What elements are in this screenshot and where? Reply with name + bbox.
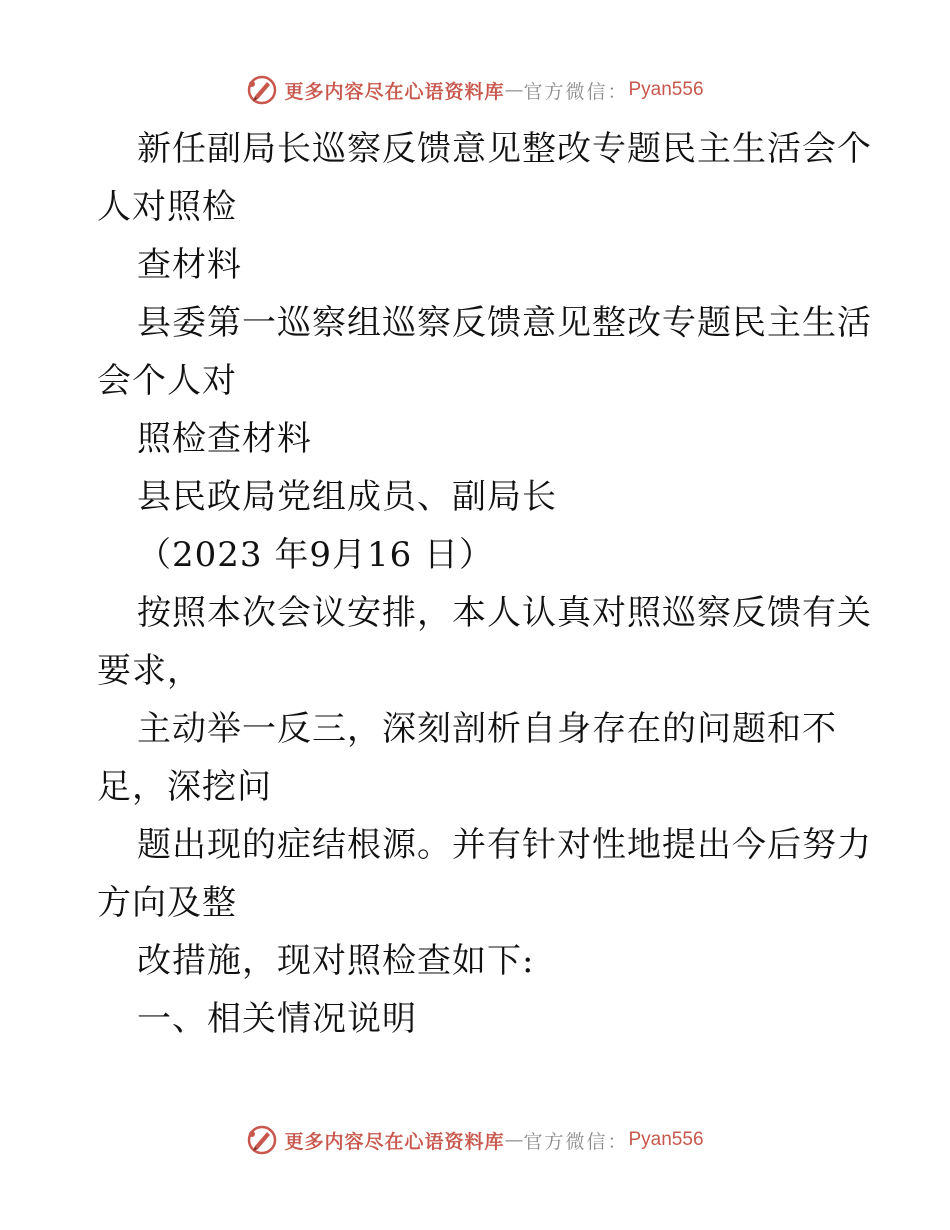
pen-logo-icon xyxy=(246,74,278,106)
text-line: 题出现的症结根源。并有针对性地提出今后努力 xyxy=(137,825,872,865)
text-line: 县民政局党组成员、副局长 xyxy=(137,477,557,517)
watermark-banner-top xyxy=(0,72,950,108)
text-line: 新任副局长巡察反馈意见整改专题民主生活会个 xyxy=(137,129,872,169)
watermark-separator: — xyxy=(504,79,524,101)
text-line: 会个人对 xyxy=(97,361,237,401)
text-line: 县委第一巡察组巡察反馈意见整改专题民主生活 xyxy=(137,303,872,343)
text-line: 查材料 xyxy=(137,245,242,285)
watermark-separator: — xyxy=(504,1129,524,1151)
watermark-wechat-label: 官方微信： xyxy=(523,1130,629,1153)
text-line: 一、相关情况说明 xyxy=(137,999,417,1039)
text-line: 改措施，现对照检查如下: xyxy=(137,941,535,981)
text-line: 按照本次会议安排，本人认真对照巡察反馈有关 xyxy=(137,593,872,633)
watermark-wechat-id: Pyan556 xyxy=(628,79,704,100)
text-line: 主动举一反三，深刻剖析自身存在的问题和不 xyxy=(137,709,837,749)
text-line: 照检查材料 xyxy=(137,419,312,459)
text-line: 足，深挖问 xyxy=(97,767,272,807)
document-body xyxy=(97,120,872,1048)
watermark-wechat-id: Pyan556 xyxy=(628,1129,704,1150)
watermark-main-text: 更多内容尽在心语资料库 xyxy=(284,1130,505,1153)
watermark-banner-bottom xyxy=(0,1122,950,1158)
text-line: 方向及整 xyxy=(97,883,237,923)
text-line: 人对照检 xyxy=(97,187,237,227)
watermark-wechat-label: 官方微信： xyxy=(523,80,629,103)
text-line: 要求， xyxy=(97,651,202,691)
text-line: （2023 年9月16 日） xyxy=(137,535,495,575)
pen-logo-icon xyxy=(246,1124,278,1156)
watermark-main-text: 更多内容尽在心语资料库 xyxy=(284,80,505,103)
